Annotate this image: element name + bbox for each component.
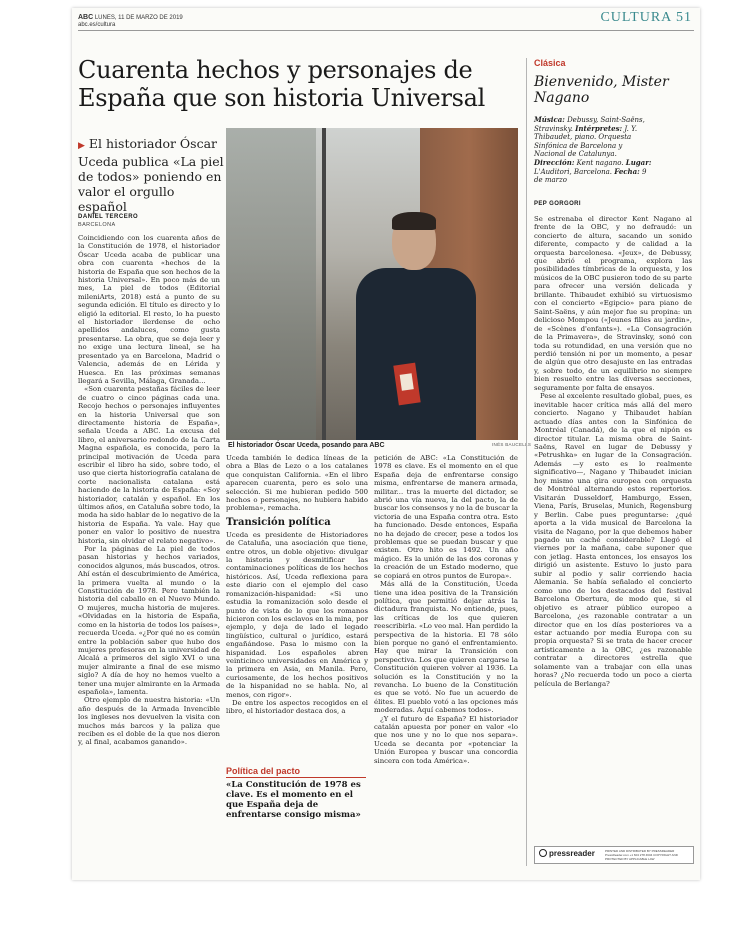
review-section: Clásica bbox=[534, 58, 566, 68]
photo-caption: El historiador Óscar Uceda, posando para ABC bbox=[228, 442, 385, 449]
article-headline: Cuarenta hechos y personajes de España que son historia Universal bbox=[78, 56, 486, 112]
page-header-right bbox=[600, 10, 692, 26]
pull-quote-rule bbox=[226, 777, 366, 778]
pull-quote-title: Política del pacto bbox=[226, 766, 301, 776]
paragraph: ¿Y el futuro de España? El historiador catalán apuesta por poner en valor «lo que nos une y no lo que nos separa». Uceda se decanta por «potenciar la Unión Europea y buscar una concordia sincera con toda América». bbox=[374, 714, 518, 765]
paragraph: Otro ejemplo de nuestra historia: «Un año después de la Armada Invencible los ingleses nos devuelven la visita con muchos más barcos y la paliza que reciben es el doble de la que nos dieron y, al final, acabamos ganando». bbox=[78, 696, 220, 747]
paragraph: Por la páginas de La piel de todos pasan historias y hechos variados, conocidos algunos, más buscados, otros. Ahí están el descubrimiento de América, la primera vuelta al mundo o la Constitución de 1978. Pero también la historia del caballo en el Nuevo Mundo. O mujeres, mucha historia de mujeres. «Olvidadas en la historia de España, como en la historia de todos los países», recuerda Uceda. «¿Por qué no es común entre la población saber que hubo dos mujeres profesoras en la universidad de Alcalá a primeros del siglo XVI o una mujer almirante a final de ese mismo siglo? A día de hoy no hemos vuelto a tener una mujer almirante en la Armada española», lamenta. bbox=[78, 545, 220, 696]
pull-quote-text: «La Constitución de 1978 es clave. Es el momento en el que España deja de enfrentarse consigo misma» bbox=[226, 780, 361, 820]
brand-name: ABC bbox=[78, 14, 94, 21]
review-column bbox=[534, 58, 692, 688]
issue-date: LUNES, 11 DE MARZO DE 2019 bbox=[94, 15, 183, 21]
header-divider bbox=[78, 30, 694, 31]
info-label: Lugar: bbox=[625, 157, 652, 167]
info-label: Música: bbox=[534, 115, 565, 124]
paragraph: Se estrenaba el director Kent Nagano al frente de la OBC, y no defraudó: un concierto de altura, sacando un sonido diferente, compacto y de calidad a la orquesta barcelonesa. «Jeux», de Debussy, que abrió el programa, explora las posibilidades tímbricas de la orquesta, y los músicos de la OBC pusieron todo de su parte para ofrecer una versión delicada y brillante. Thibaudet exhibió su virtuosismo con el concierto «Egipcio» para piano de Saint-Saëns, y aún mejor fue su propina: un delicioso Mompou («Jeunes filles au jardin», de «Scènes d'enfants»). «La Consagración de la Primavera», de Stravinsky, sonó con toda su rotundidad, en una versión que no perdió tensión ni por un momento, a pesar de algún que otro desajuste en las entradas y, sobre todo, de un equilibrio no siempre bien resuelto entre las diversas secciones, seguramente por falta de ensayos. bbox=[534, 214, 692, 392]
info-value: J. Y. Thibaudet, piano. Orquesta Sinfónica de Barcelona y Nacional de Catalunya. bbox=[534, 124, 638, 159]
paragraph: Uceda es presidente de Historiadores de Cataluña, una asociación que tiene, entre otros, un doble objetivo: divulgar la historia y desmitificar las contaminaciones políticas de los hechos históricos. Así, Uceda reflexiona para este diario con el ejemplo del caso romanización-hispanidad: «Si uno estudia la romanización solo desde el punto de vista de lo que los romanos hicieron con los esclavos en la mina, por ejemplo, y deja de lado el legado lingüístico, cultural o jurídico, estará engañándose. Pasa lo mismo con la hispanidad. Los españoles abren veinticinco universidades en América y la primera en Asia, en Manila. Pero, curiosamente, de los hechos positivos de la hispanidad no se habla. No, al menos, con rigor». bbox=[226, 530, 368, 699]
photo-credit: INÉS BAUCELLS bbox=[492, 442, 532, 447]
info-label: Dirección: bbox=[534, 157, 575, 167]
article-author: DANIEL TERCERO bbox=[78, 214, 139, 220]
pressreader-logo bbox=[539, 849, 595, 858]
photo-hair bbox=[392, 212, 436, 230]
article-column-1 bbox=[78, 234, 220, 747]
pull-quote bbox=[226, 766, 366, 820]
page-number: 51 bbox=[676, 10, 692, 25]
info-value: Kent nagano. bbox=[576, 158, 624, 167]
info-label: Intérpretes: bbox=[575, 123, 623, 133]
paragraph: petición de ABC: «La Constitución de 1978 es clave. Es el momento en el que España deja de enfrentarse consigo misma, enfrentarse de manera armada, militar... tras la muerte del dictador, se abrió una vía nueva, la del pacto, la de buscar los consensos y no la de buscar la victoria de una España contra otra. Esto ha funcionado. Desde entonces, España no ha dejado de crecer, pese a todos los problemas que se puedan buscar y que existen. Otro hito es 1492. Un año mágico. Es la unión de las dos coronas y la creación de un Estado moderno, que se copiará en otros puntos de Europa». bbox=[374, 454, 519, 580]
paragraph: Pese al excelente resultado global, pues, es inevitable hacer crítica más allá del mero concierto. Nagano y Thibaudet habían actuado días antes con la Sinfónica de Montréal (Canadá), de la que el nipón es director titular. La misma obra de Saint-Saëns, Ravel en lugar de Debussy y «Petrushka» en lugar de la Consagración. Además —y esto es lo realmente significativo—, Nagano y Thibaudet inician hoy mismo una gira europea con orquesta de Montréal alternando estos repertorios. Visitarán Dusseldorf, Hamburgo, Essen, Viena, París, Bruselas, Munich, Regensburg y Berlin. Cabe pues preguntarse: ¿qué aporta a la vida musical de Barcelona la visita de Nagano, por la que debemos haber pagado un caché considerable? Llegó el viernes por la mañana, cabe suponer que con jetlag. Hasta entonces, los ensayos los dirigió un asistente. Estuvo lo justo para subir al podio y salir corriendo hacia Alemania. Se había señalado el concierto como uno de los destacados del festival Barcelona Obertura, de modo que, si el objetivo es atraer público europeo a Barcelona, ¿es razonable contratar a un director que en los días posteriores va a estar actuando por media Europa con su propia orquesta? Si se trata de hacer crecer artísticamente a la OBC, ¿es razonable contratar a directores estrella que solamente van a trabajar con ella unas horas? ¿No recuerda todo un poco a cierta película de Berlanga? bbox=[534, 392, 692, 688]
photo-lamp-pole bbox=[322, 128, 326, 440]
article-photo bbox=[226, 128, 518, 440]
subhead-text: El historiador Óscar Uceda publica «La piel de todos» poniendo en valor el orgullo español bbox=[78, 136, 224, 214]
info-value: Debussy, Saint-Saëns, Stravinsky. bbox=[534, 116, 645, 133]
pressreader-banner bbox=[534, 846, 694, 864]
article-city: BARCELONA bbox=[78, 222, 116, 228]
review-body bbox=[534, 215, 692, 688]
paragraph: De entre los aspectos recogidos en el libro, el historiador destaca dos, a bbox=[226, 698, 368, 716]
pressreader-name: pressreader bbox=[549, 849, 595, 858]
section-title: Transición política bbox=[226, 516, 331, 528]
review-title: Bienvenido, Mister Nagano bbox=[534, 74, 669, 106]
photo-person bbox=[356, 214, 476, 440]
pressreader-icon bbox=[539, 849, 547, 857]
photo-background-trees bbox=[226, 128, 316, 440]
paragraph: Más allá de la Constitución, Uceda tiene una idea positiva de la Transición política, que permitió dejar atrás la dictadura franquista. No entiende, pues, las críticas de los que quieren reescribirla. «Lo veo mal. Han perdido la perspectiva de la historia. El 78 sólo bien porque no ganó el enfrentamiento. Hay que mirar la Transición con perspectiva. Los que quieren cargarse la Constitución quieren volver al 1936. La solución es la Constitución y no la revancha. Lo bueno de la Constitución es que se votó. No fue un acuerdo de élites. El pueblo votó a las opciones más moderadas. Aquí cabemos todos». bbox=[374, 580, 518, 715]
info-value: 9 de marzo bbox=[534, 167, 647, 185]
article-column-2 bbox=[226, 454, 368, 716]
photo-jacket bbox=[356, 268, 476, 440]
review-author: PEP GORGORI bbox=[534, 200, 581, 207]
section-name: CULTURA bbox=[600, 10, 672, 25]
info-value: L'Auditori, Barcelona. bbox=[534, 167, 613, 176]
info-label: Fecha: bbox=[614, 166, 640, 176]
article-subhead bbox=[78, 136, 226, 214]
page-header-left bbox=[78, 14, 183, 29]
column-divider bbox=[526, 58, 527, 866]
review-info bbox=[534, 116, 652, 185]
paragraph: Coincidiendo con los cuarenta años de la Constitución de 1978, el historiador Óscar Uceda acaba de publicar una obra con cuarenta «hechos de la historia de España que son hechos de la historia Universal». En poco más de un mes, La piel de todos (Editorial mileniArts, 2018) está a punto de su segunda edición. El título es directo y lo eligió la editorial. El resto, lo ha puesto el historiador ilerdense de ocho apellidos andaluces, como gusta presentarse. La obra, que se deja leer y no exige una lectura lineal, se ha presentado ya en Barcelona, Madrid o Valencia, además de en Lérida y Huesca. En las próximas semanas llegará a Sevilla, Málaga, Granada... bbox=[78, 234, 220, 385]
paragraph: Uceda también le dedica líneas de la obra a Blas de Lezo o a los catalanes que conquistan California. «En el libro aparecen cuarenta, pero es solo una selección. Si me hubieran pedido 500 hechos o personajes, no hubiera habido problema», remacha. bbox=[226, 454, 368, 513]
arrow-icon: ▶ bbox=[78, 141, 85, 151]
pressreader-fine-print: PRINTED AND DISTRIBUTED BY PRESSREADER PressReader.com +1 604 278 4604 COPYRIGHT AND PROTECTED BY APPLICABLE LAW bbox=[605, 849, 678, 861]
paragraph: «Son cuarenta pestañas fáciles de leer de cuatro o cinco páginas cada una. Recojo hechos o personajes influyentes en la historia Universal que son directamente historia de España», señala Uceda a ABC. La excusa del libro, el aniversario redondo de la Carta Magna española, es conocida, pero la principal motivación de Uceda para escribir el libro ha sido, sobre todo, el uso que cierta historiografía catalana de corte nacionalista catalana está haciendo de la historia de España: «Soy historiador, catalán y español. En los últimos años, en Cataluña sobre todo, la moda ha sido hablar de lo negativo de la historia de España. Ya vale. Hay que poner en valor lo positivo de nuestra historia, sin olvidar el relato negativo». bbox=[78, 385, 220, 545]
newspaper-page bbox=[72, 8, 700, 880]
section-url: abc.es/cultura bbox=[78, 22, 116, 28]
article-column-3 bbox=[374, 454, 518, 765]
